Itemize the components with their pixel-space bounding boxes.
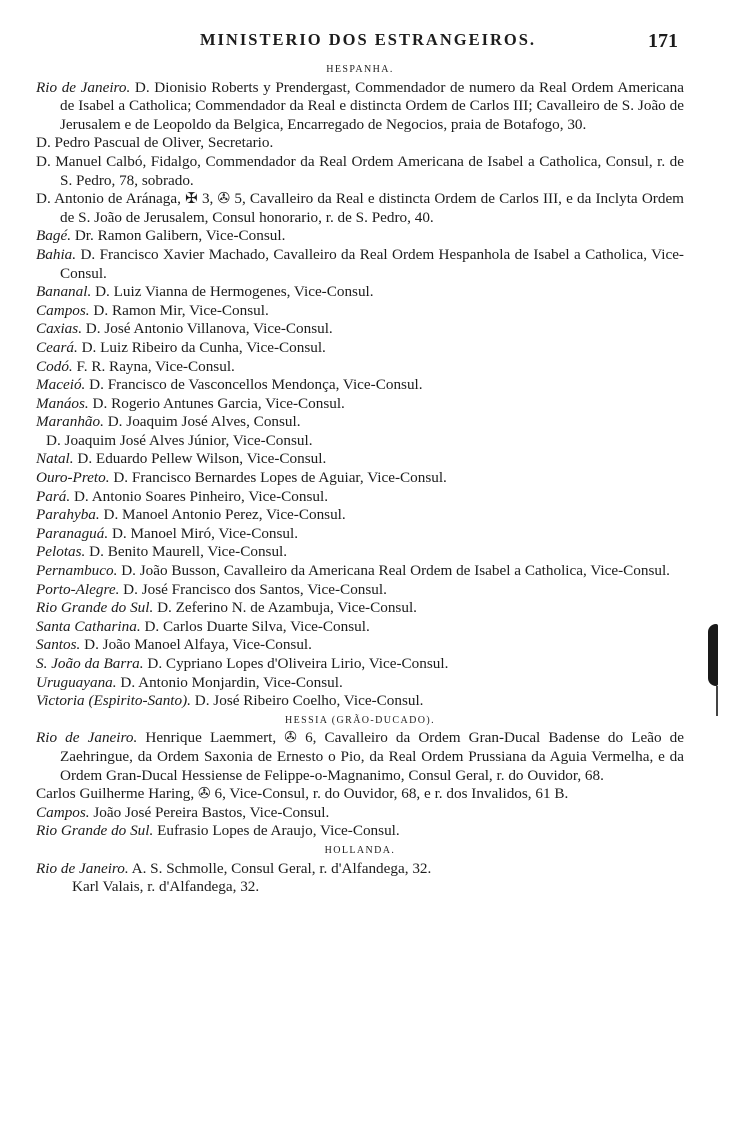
entry-location: Ceará. [36,338,78,356]
directory-entry [36,227,684,246]
directory-entry [36,320,684,339]
directory-entry [36,655,684,674]
entry-location: Parahyba. [36,506,100,524]
entry-text: D. Pedro Pascual de Oliver, Secretario. [36,134,274,152]
entry-location: Bananal. [36,283,92,301]
entry-location: Campos. [36,301,90,319]
entry-text: D. Antonio Monjardin, Vice-Consul. [116,673,343,691]
entry-location: Ouro-Preto. [36,469,110,487]
directory-entry [36,618,684,637]
directory-entry [36,729,684,785]
entry-text: D. Joaquim José Alves Júnior, Vice-Consul. [46,431,313,449]
entry-text: D. Francisco Bernardes Lopes de Aguiar, Vice-Consul. [109,469,447,487]
entry-text: D. Rogerio Antunes Garcia, Vice-Consul. [88,394,345,412]
entry-text: Carlos Guilherme Haring, ✇ 6, Vice-Consul, r. do Ouvidor, 68, e r. dos Invalidos, 61 B. [36,785,569,803]
directory-entry [36,190,684,227]
directory-entry [36,581,684,600]
entry-location: Maranhão. [36,413,104,431]
entry-text: F. R. Rayna, Vice-Consul. [72,357,235,375]
entry-text: D. Cypriano Lopes d'Oliveira Lirio, Vice-Consul. [143,655,449,672]
entry-text: D. João Manoel Alfaya, Vice-Consul. [80,636,312,654]
entry-location: Natal. [36,450,74,468]
directory-entry [36,562,684,581]
entry-text: D. José Antonio Villanova, Vice-Consul. [82,320,333,338]
entry-text: D. Francisco Xavier Machado, Cavalleiro da Real Ordem Hespanhola de Isabel a Catholica, Vice-Consul. [60,245,684,282]
directory-entry [36,636,684,655]
entry-text: D. Antonio Soares Pinheiro, Vice-Consul. [70,487,328,505]
entry-text: João José Pereira Bastos, Vice-Consul. [89,803,330,821]
entry-location: Pernambuco. [36,562,118,580]
entry-text: D. Luiz Ribeiro da Cunha, Vice-Consul. [77,338,326,356]
entry-text: D. Antonio de Aránaga, ✠ 3, ✇ 5, Cavalleiro da Real e distincta Ordem de Carlos III, e da Inclyta Ordem de S. João de Jerusalem, Consul honorario, r. de S. Pedro, 40. [36,190,684,226]
entry-text: D. Manoel Miró, Vice-Consul. [108,524,299,542]
entry-location: Caxias. [36,320,82,338]
directory-entry [36,469,684,488]
entry-location: Bahia. [36,245,77,263]
entry-location: Santa Catharina. [36,617,141,635]
directory-entry [72,878,684,897]
entry-location: Bagé. [36,227,72,245]
entry-location: Pelotas. [36,543,86,561]
entry-location: Rio Grande do Sul. [36,599,154,617]
page-edge-mark-tail [716,686,718,716]
entry-text: D. Eduardo Pellew Wilson, Vice-Consul. [73,450,327,468]
entry-location: Santos. [36,636,81,654]
directory-entry [36,822,684,841]
entry-text: D. Joaquim José Alves, Consul. [103,413,301,431]
directory-entry [36,302,684,321]
directory-entry [36,134,684,153]
entry-text: D. Carlos Duarte Silva, Vice-Consul. [140,617,370,635]
entry-text: D. Manuel Calbó, Fidalgo, Commendador da Real Ordem Americana de Isabel a Catholica, Consul, r. de S. Pedro, 78, sobrado. [36,152,684,189]
directory-entry [36,525,684,544]
entry-location: S. João da Barra. [36,655,144,672]
entry-text: D. Ramon Mir, Vice-Consul. [89,301,269,319]
entry-text: Dr. Ramon Galibern, Vice-Consul. [71,227,286,245]
running-title: MINISTERIO DOS ESTRANGEIROS. [199,30,537,49]
page-number: 171 [648,30,678,52]
directory-entry [36,860,684,879]
entry-location: Uruguayana. [36,673,117,691]
document-body [36,60,684,897]
entry-location: Rio de Janeiro. [36,729,138,747]
directory-entry [36,692,684,711]
directory-entry [36,153,684,190]
entry-location: Manáos. [36,394,89,412]
directory-entry [36,674,684,693]
entry-text: D. Luiz Vianna de Hermogenes, Vice-Consul. [91,283,374,301]
entry-location: Maceió. [36,376,86,394]
entry-location: Rio de Janeiro. [36,78,131,96]
directory-entry [46,432,684,451]
entry-location: Porto-Alegre. [36,580,120,598]
section-title: HESPANHA. [326,64,394,75]
directory-entry [36,450,684,469]
directory-entry [36,804,684,823]
directory-entry [36,413,684,432]
entry-location: Codó. [36,357,73,375]
entry-location: Rio de Janeiro. [36,859,129,877]
directory-entry [36,488,684,507]
directory-entry [36,785,684,804]
entry-text: D. Manoel Antonio Perez, Vice-Consul. [99,506,346,524]
entry-location: Pará. [36,487,71,505]
entry-text: D. Dionisio Roberts y Prendergast, Commendador de numero da Real Ordem Americana de Isabel a Catholica; Commendador da Real e distincta Ordem de Carlos III; Cavalleiro de S. João de Jerusalem e de Leopoldo da Belgica, Encarregado de Negocios, praia de Botafogo, 30. [60,78,684,133]
entry-text: Henrique Laemmert, ✇ 6, Cavalleiro da Ordem Gran-Ducal Badense do Leão de Zaehringue, da Ordem Saxonia de Ernesto o Pio, da Real Ordem Prussiana da Aguia Vermelha, e da Ordem Gran-Ducal Hessiense de Felippe-o-Magnanimo, Consul Geral, r. do Ouvidor, 68. [60,729,684,784]
entry-location: Rio Grande do Sul. [36,822,154,840]
directory-entry [36,599,684,618]
entry-location: Victoria (Espirito-Santo). [36,692,191,710]
page-edge-mark [708,624,718,686]
entry-text: A. S. Schmolle, Consul Geral, r. d'Alfandega, 32. [128,859,432,877]
directory-entry [36,395,684,414]
directory-entry [36,79,684,135]
entry-text: D. Zeferino N. de Azambuja, Vice-Consul. [153,599,417,617]
directory-entry [36,506,684,525]
directory-entry [36,358,684,377]
entry-location: Campos. [36,803,90,821]
directory-entry [36,246,684,283]
directory-entry [36,376,684,395]
entry-text: Eufrasio Lopes de Araujo, Vice-Consul. [153,822,400,840]
section-title: HOLLANDA. [324,844,396,856]
entry-location: Paranaguá. [36,524,109,542]
entry-text: D. João Busson, Cavalleiro da Americana Real Ordem de Isabel a Catholica, Vice-Consul. [117,562,670,580]
entry-text: D. José Francisco dos Santos, Vice-Consul. [119,580,387,598]
entry-text: D. Benito Maurell, Vice-Consul. [85,543,288,561]
entry-text: D. Francisco de Vasconcellos Mendonça, Vice-Consul. [85,376,423,394]
page-header [0,24,736,54]
directory-entry [36,339,684,358]
directory-entry [36,283,684,302]
entry-text: Karl Valais, r. d'Alfandega, 32. [72,878,260,896]
entry-text: D. José Ribeiro Coelho, Vice-Consul. [190,692,424,710]
directory-entry [36,543,684,562]
section-title: HESSIA (GRÃO-DUCADO). [285,714,435,726]
